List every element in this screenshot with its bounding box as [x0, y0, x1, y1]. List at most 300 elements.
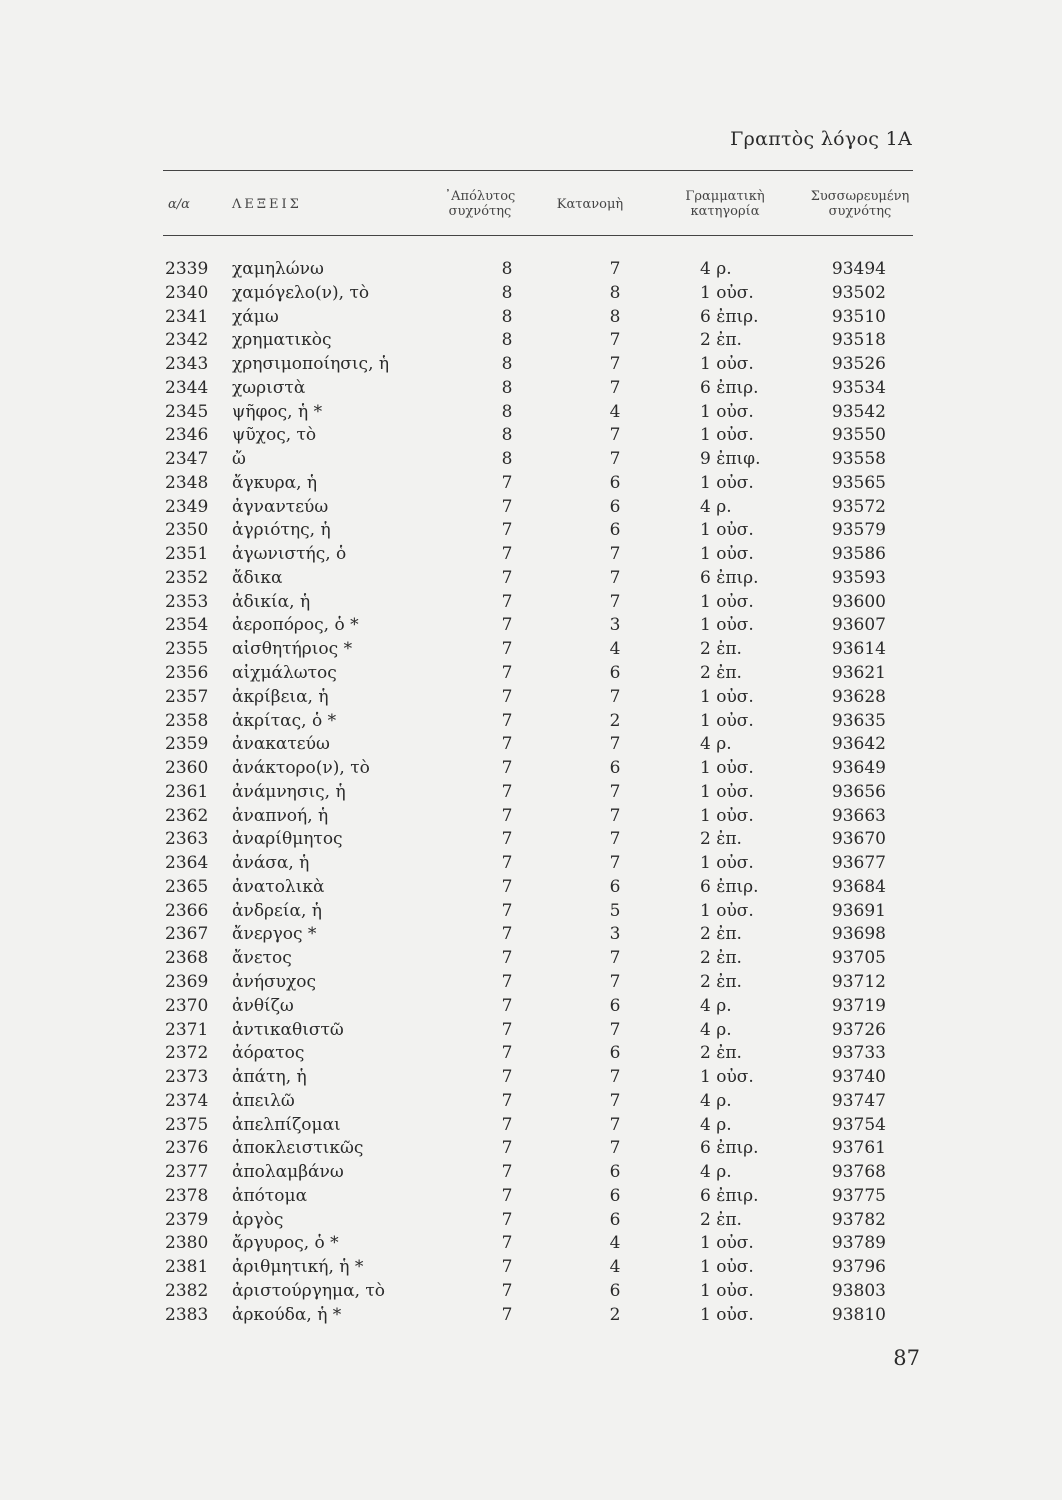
row-absolute-frequency: 7 — [501, 686, 513, 707]
row-index: 2378 — [165, 1185, 209, 1206]
table-top-rule — [163, 170, 913, 171]
row-index: 2353 — [165, 591, 209, 612]
row-cumulative-frequency: 93614 — [831, 639, 886, 660]
row-distribution: 4 — [609, 1233, 621, 1254]
table-row — [0, 1185, 1062, 1209]
row-index: 2362 — [165, 805, 209, 826]
row-cumulative-frequency: 93761 — [831, 1138, 886, 1159]
table-header-rule — [163, 235, 913, 236]
row-distribution: 7 — [609, 686, 621, 707]
row-cumulative-frequency: 93789 — [831, 1233, 886, 1254]
row-grammatical-category: 4 ρ. — [700, 1090, 732, 1111]
row-absolute-frequency: 7 — [501, 1162, 513, 1183]
row-index: 2339 — [165, 259, 209, 279]
row-distribution: 8 — [609, 282, 621, 303]
row-absolute-frequency: 7 — [501, 472, 513, 493]
row-distribution: 5 — [609, 900, 621, 921]
table-row — [0, 496, 1062, 520]
row-grammatical-category: 6 ἐπιρ. — [700, 1138, 759, 1159]
row-grammatical-category: 2 ἐπ. — [700, 971, 742, 992]
row-index: 2356 — [165, 663, 209, 684]
row-absolute-frequency: 7 — [501, 639, 513, 660]
row-grammatical-category: 1 οὐσ. — [700, 615, 754, 636]
row-distribution: 7 — [609, 853, 621, 874]
row-word: ἀνατολικὰ — [232, 876, 325, 897]
row-distribution: 7 — [609, 948, 621, 969]
row-grammatical-category: 2 ἐπ. — [700, 1043, 742, 1064]
row-distribution: 7 — [609, 591, 621, 612]
row-word: ἀπάτη, ἡ — [232, 1067, 307, 1088]
table-row — [0, 805, 1062, 829]
row-distribution: 7 — [609, 781, 621, 802]
row-cumulative-frequency: 93649 — [831, 758, 886, 779]
row-absolute-frequency: 8 — [501, 330, 513, 351]
row-word: ὤ — [232, 449, 246, 470]
row-absolute-frequency: 7 — [501, 805, 513, 826]
row-grammatical-category: 1 οὐσ. — [700, 544, 754, 565]
row-index: 2358 — [165, 710, 209, 731]
table-row — [0, 591, 1062, 615]
row-grammatical-category: 1 οὐσ. — [700, 354, 754, 375]
row-index: 2349 — [165, 496, 209, 517]
row-absolute-frequency: 7 — [501, 1019, 513, 1040]
row-cumulative-frequency: 93684 — [831, 876, 886, 897]
table-row — [0, 1280, 1062, 1304]
row-index: 2369 — [165, 971, 209, 992]
row-cumulative-frequency: 93754 — [831, 1114, 886, 1135]
row-distribution: 6 — [609, 663, 621, 684]
row-grammatical-category: 4 ρ. — [700, 1114, 732, 1135]
row-absolute-frequency: 7 — [501, 1114, 513, 1135]
row-word: αἰχμάλωτος — [232, 663, 337, 684]
row-distribution: 7 — [609, 259, 621, 279]
running-head: Γραπτὸς λόγος 1Α — [730, 128, 912, 150]
column-header-distribution: Κατανομὴ — [556, 196, 624, 212]
row-cumulative-frequency: 93518 — [831, 330, 886, 351]
row-cumulative-frequency: 93698 — [831, 924, 886, 945]
row-cumulative-frequency: 93534 — [831, 377, 886, 398]
row-grammatical-category: 1 οὐσ. — [700, 900, 754, 921]
row-index: 2366 — [165, 900, 209, 921]
table-row — [0, 448, 1062, 472]
row-cumulative-frequency: 93740 — [831, 1067, 886, 1088]
row-absolute-frequency: 8 — [501, 259, 513, 279]
row-absolute-frequency: 7 — [501, 1209, 513, 1230]
row-word: ἀνακατεύω — [232, 734, 330, 755]
column-header-absolute-frequency-line2: συχνότης — [448, 204, 512, 219]
row-cumulative-frequency: 93593 — [831, 567, 886, 588]
row-distribution: 6 — [609, 496, 621, 517]
row-distribution: 6 — [609, 758, 621, 779]
row-absolute-frequency: 7 — [501, 544, 513, 565]
row-word: ἀναρίθμητος — [232, 829, 343, 850]
row-index: 2373 — [165, 1067, 209, 1088]
table-row — [0, 424, 1062, 448]
row-absolute-frequency: 7 — [501, 1138, 513, 1159]
row-index: 2381 — [165, 1257, 209, 1278]
table-row — [0, 638, 1062, 662]
row-absolute-frequency: 7 — [501, 1043, 513, 1064]
row-absolute-frequency: 7 — [501, 829, 513, 850]
table-row — [0, 900, 1062, 924]
row-cumulative-frequency: 93775 — [831, 1185, 886, 1206]
row-word: χρησιμοποίησις, ἡ — [232, 354, 390, 375]
row-absolute-frequency: 7 — [501, 591, 513, 612]
row-word: ἀνάκτορο(ν), τὸ — [232, 758, 370, 779]
table-row — [0, 401, 1062, 425]
row-absolute-frequency: 7 — [501, 1067, 513, 1088]
row-cumulative-frequency: 93656 — [831, 781, 886, 802]
row-grammatical-category: 1 οὐσ. — [700, 591, 754, 612]
row-absolute-frequency: 8 — [501, 306, 513, 327]
row-grammatical-category: 4 ρ. — [700, 995, 732, 1016]
row-word: ἀκρίβεια, ἡ — [232, 686, 329, 707]
row-absolute-frequency: 7 — [501, 900, 513, 921]
row-absolute-frequency: 7 — [501, 1090, 513, 1111]
row-grammatical-category: 6 ἐπιρ. — [700, 567, 759, 588]
row-absolute-frequency: 7 — [501, 924, 513, 945]
row-cumulative-frequency: 93705 — [831, 948, 886, 969]
row-grammatical-category: 1 οὐσ. — [700, 425, 754, 446]
row-word: ἄδικα — [232, 567, 283, 588]
row-cumulative-frequency: 93565 — [831, 472, 886, 493]
row-cumulative-frequency: 93782 — [831, 1209, 886, 1230]
row-distribution: 2 — [609, 1304, 621, 1325]
row-grammatical-category: 1 οὐσ. — [700, 472, 754, 493]
column-header-grammatical-line1: Γραμματικὴ — [685, 189, 765, 204]
row-distribution: 3 — [609, 615, 621, 636]
row-distribution: 6 — [609, 520, 621, 541]
row-word: ἀόρατος — [232, 1043, 305, 1064]
row-distribution: 7 — [609, 354, 621, 375]
row-distribution: 7 — [609, 829, 621, 850]
row-word: ψῆφος, ἡ * — [232, 401, 323, 422]
row-cumulative-frequency: 93586 — [831, 544, 886, 565]
row-absolute-frequency: 7 — [501, 1257, 513, 1278]
table-row — [0, 1090, 1062, 1114]
row-index: 2371 — [165, 1019, 209, 1040]
row-distribution: 6 — [609, 876, 621, 897]
row-grammatical-category: 9 ἐπιφ. — [700, 449, 761, 470]
row-word: ἀπολαμβάνω — [232, 1162, 344, 1183]
row-absolute-frequency: 7 — [501, 567, 513, 588]
row-grammatical-category: 4 ρ. — [700, 1019, 732, 1040]
table-row — [0, 876, 1062, 900]
row-cumulative-frequency: 93510 — [831, 306, 886, 327]
table-row — [0, 947, 1062, 971]
table-row — [0, 258, 1062, 282]
row-grammatical-category: 2 ἐπ. — [700, 948, 742, 969]
row-distribution: 6 — [609, 995, 621, 1016]
row-absolute-frequency: 7 — [501, 995, 513, 1016]
column-header-absolute-frequency-line1: ᾽Απόλυτος — [444, 189, 516, 204]
table-row — [0, 1161, 1062, 1185]
row-word: ἀνήσυχος — [232, 971, 316, 992]
row-grammatical-category: 1 οὐσ. — [700, 781, 754, 802]
row-index: 2382 — [165, 1280, 209, 1301]
row-word: αἰσθητήριος * — [232, 639, 353, 660]
row-grammatical-category: 1 οὐσ. — [700, 1257, 754, 1278]
row-index: 2365 — [165, 876, 209, 897]
row-index: 2341 — [165, 306, 209, 327]
row-grammatical-category: 1 οὐσ. — [700, 853, 754, 874]
table-row — [0, 1066, 1062, 1090]
row-absolute-frequency: 7 — [501, 1280, 513, 1301]
row-distribution: 7 — [609, 1067, 621, 1088]
row-grammatical-category: 2 ἐπ. — [700, 639, 742, 660]
row-word: ἀρκούδα, ἡ * — [232, 1304, 342, 1325]
row-distribution: 6 — [609, 472, 621, 493]
row-cumulative-frequency: 93558 — [831, 449, 886, 470]
row-index: 2375 — [165, 1114, 209, 1135]
table-row — [0, 995, 1062, 1019]
row-cumulative-frequency: 93579 — [831, 520, 886, 541]
table-row — [0, 567, 1062, 591]
row-word: ἄνεργος * — [232, 924, 317, 945]
row-grammatical-category: 1 οὐσ. — [700, 282, 754, 303]
table-row — [0, 1137, 1062, 1161]
row-index: 2342 — [165, 330, 209, 351]
row-word: χρηματικὸς — [232, 330, 332, 351]
row-word: ψῦχος, τὸ — [232, 425, 317, 446]
table-row — [0, 472, 1062, 496]
row-cumulative-frequency: 93642 — [831, 734, 886, 755]
row-absolute-frequency: 8 — [501, 401, 513, 422]
row-absolute-frequency: 8 — [501, 354, 513, 375]
row-word: ἀδικία, ἡ — [232, 591, 311, 612]
row-index: 2344 — [165, 377, 209, 398]
row-word: χάμω — [232, 306, 279, 327]
column-header-grammatical-line2: κατηγορία — [690, 204, 760, 219]
row-word: ἀποκλειστικῶς — [232, 1138, 364, 1159]
row-distribution: 6 — [609, 1043, 621, 1064]
row-grammatical-category: 6 ἐπιρ. — [700, 377, 759, 398]
row-index: 2345 — [165, 401, 209, 422]
row-word: ἀπελπίζομαι — [232, 1114, 341, 1135]
row-cumulative-frequency: 93719 — [831, 995, 886, 1016]
row-grammatical-category: 2 ἐπ. — [700, 663, 742, 684]
table-row — [0, 710, 1062, 734]
row-word: χαμηλώνω — [232, 259, 324, 279]
row-cumulative-frequency: 93747 — [831, 1090, 886, 1111]
row-cumulative-frequency: 93621 — [831, 663, 886, 684]
row-word: ἄργυρος, ὁ * — [232, 1233, 339, 1254]
row-grammatical-category: 1 οὐσ. — [700, 1304, 754, 1325]
row-cumulative-frequency: 93663 — [831, 805, 886, 826]
row-absolute-frequency: 8 — [501, 377, 513, 398]
row-absolute-frequency: 7 — [501, 948, 513, 969]
row-index: 2346 — [165, 425, 209, 446]
row-cumulative-frequency: 93542 — [831, 401, 886, 422]
table-row — [0, 282, 1062, 306]
column-header-index: α/α — [168, 196, 190, 212]
row-grammatical-category: 2 ἐπ. — [700, 330, 742, 351]
table-row — [0, 329, 1062, 353]
table-row — [0, 971, 1062, 995]
row-distribution: 7 — [609, 449, 621, 470]
table-row — [0, 353, 1062, 377]
row-absolute-frequency: 7 — [501, 781, 513, 802]
row-index: 2359 — [165, 734, 209, 755]
row-index: 2343 — [165, 354, 209, 375]
row-index: 2348 — [165, 472, 209, 493]
row-distribution: 2 — [609, 710, 621, 731]
row-grammatical-category: 1 οὐσ. — [700, 401, 754, 422]
row-word: ἀεροπόρος, ὁ * — [232, 615, 359, 636]
row-index: 2355 — [165, 639, 209, 660]
row-distribution: 7 — [609, 734, 621, 755]
row-absolute-frequency: 8 — [501, 449, 513, 470]
row-word: ἀριστούργημα, τὸ — [232, 1280, 386, 1301]
row-grammatical-category: 4 ρ. — [700, 259, 732, 279]
row-cumulative-frequency: 93550 — [831, 425, 886, 446]
row-distribution: 6 — [609, 1162, 621, 1183]
table-row — [0, 1232, 1062, 1256]
column-header-cumulative-line1: Συσσωρευμένη — [810, 189, 910, 204]
table-row — [0, 686, 1062, 710]
table-row — [0, 1209, 1062, 1233]
table-row — [0, 306, 1062, 330]
row-distribution: 7 — [609, 330, 621, 351]
row-distribution: 7 — [609, 1019, 621, 1040]
row-grammatical-category: 1 οὐσ. — [700, 758, 754, 779]
row-absolute-frequency: 8 — [501, 425, 513, 446]
row-absolute-frequency: 7 — [501, 876, 513, 897]
row-distribution: 4 — [609, 401, 621, 422]
row-cumulative-frequency: 93607 — [831, 615, 886, 636]
row-word: χαμόγελο(ν), τὸ — [232, 282, 370, 303]
table-row — [0, 781, 1062, 805]
row-index: 2379 — [165, 1209, 209, 1230]
row-grammatical-category: 1 οὐσ. — [700, 1280, 754, 1301]
row-index: 2367 — [165, 924, 209, 945]
row-cumulative-frequency: 93726 — [831, 1019, 886, 1040]
row-distribution: 6 — [609, 1209, 621, 1230]
row-word: ἀναπνοή, ἡ — [232, 805, 329, 826]
row-index: 2350 — [165, 520, 209, 541]
table-row — [0, 519, 1062, 543]
row-word: ἀνθίζω — [232, 995, 294, 1016]
row-index: 2361 — [165, 781, 209, 802]
table-row — [0, 1019, 1062, 1043]
row-grammatical-category: 2 ἐπ. — [700, 924, 742, 945]
row-distribution: 4 — [609, 639, 621, 660]
row-word: ἀπότομα — [232, 1185, 308, 1206]
row-cumulative-frequency: 93691 — [831, 900, 886, 921]
row-absolute-frequency: 7 — [501, 758, 513, 779]
frequency-table-body — [0, 258, 1062, 1327]
table-row — [0, 1042, 1062, 1066]
column-header-cumulative-line2: συχνότης — [828, 204, 892, 219]
row-distribution: 7 — [609, 1138, 621, 1159]
row-distribution: 7 — [609, 544, 621, 565]
column-header-cumulative-frequency — [800, 182, 920, 226]
row-absolute-frequency: 7 — [501, 496, 513, 517]
row-word: ἀκρίτας, ὁ * — [232, 710, 337, 731]
row-word: ἄνετος — [232, 948, 292, 969]
row-cumulative-frequency: 93712 — [831, 971, 886, 992]
row-cumulative-frequency: 93803 — [831, 1280, 886, 1301]
row-index: 2357 — [165, 686, 209, 707]
row-word: ἀριθμητική, ἡ * — [232, 1257, 364, 1278]
row-word: ἀργὸς — [232, 1209, 284, 1230]
table-row — [0, 662, 1062, 686]
table-row — [0, 1304, 1062, 1328]
row-index: 2377 — [165, 1162, 209, 1183]
row-distribution: 7 — [609, 1090, 621, 1111]
row-grammatical-category: 1 οὐσ. — [700, 710, 754, 731]
table-row — [0, 1114, 1062, 1138]
row-index: 2372 — [165, 1043, 209, 1064]
row-grammatical-category: 1 οὐσ. — [700, 520, 754, 541]
row-absolute-frequency: 7 — [501, 1233, 513, 1254]
row-word: ἀγριότης, ἡ — [232, 520, 331, 541]
row-word: ἀνδρεία, ἡ — [232, 900, 322, 921]
row-distribution: 8 — [609, 306, 621, 327]
row-grammatical-category: 4 ρ. — [700, 734, 732, 755]
row-index: 2374 — [165, 1090, 209, 1111]
column-header-absolute-frequency — [425, 182, 535, 226]
row-index: 2383 — [165, 1304, 209, 1325]
row-grammatical-category: 2 ἐπ. — [700, 829, 742, 850]
row-grammatical-category: 4 ρ. — [700, 1162, 732, 1183]
row-grammatical-category: 1 οὐσ. — [700, 1067, 754, 1088]
row-index: 2364 — [165, 853, 209, 874]
row-word: ἀνάσα, ἡ — [232, 853, 310, 874]
row-absolute-frequency: 7 — [501, 615, 513, 636]
row-absolute-frequency: 7 — [501, 520, 513, 541]
row-grammatical-category: 6 ἐπιρ. — [700, 876, 759, 897]
row-grammatical-category: 6 ἐπιρ. — [700, 1185, 759, 1206]
row-absolute-frequency: 7 — [501, 734, 513, 755]
row-distribution: 6 — [609, 1185, 621, 1206]
table-row — [0, 614, 1062, 638]
row-absolute-frequency: 7 — [501, 1304, 513, 1325]
row-grammatical-category: 1 οὐσ. — [700, 686, 754, 707]
row-index: 2340 — [165, 282, 209, 303]
table-row — [0, 828, 1062, 852]
row-cumulative-frequency: 93526 — [831, 354, 886, 375]
row-index: 2351 — [165, 544, 209, 565]
table-row — [0, 1256, 1062, 1280]
row-absolute-frequency: 7 — [501, 663, 513, 684]
row-distribution: 6 — [609, 1280, 621, 1301]
row-cumulative-frequency: 93677 — [831, 853, 886, 874]
row-word: ἀγωνιστής, ὁ — [232, 544, 347, 565]
column-header-word: ΛΕΞΕΙΣ — [232, 196, 302, 212]
row-index: 2368 — [165, 948, 209, 969]
column-header-grammatical-category — [660, 182, 790, 226]
row-index: 2352 — [165, 567, 209, 588]
row-cumulative-frequency: 93670 — [831, 829, 886, 850]
row-index: 2370 — [165, 995, 209, 1016]
row-grammatical-category: 1 οὐσ. — [700, 805, 754, 826]
table-row — [0, 923, 1062, 947]
row-cumulative-frequency: 93796 — [831, 1257, 886, 1278]
row-grammatical-category: 6 ἐπιρ. — [700, 306, 759, 327]
row-cumulative-frequency: 93494 — [831, 259, 886, 279]
row-distribution: 7 — [609, 971, 621, 992]
row-grammatical-category: 2 ἐπ. — [700, 1209, 742, 1230]
row-cumulative-frequency: 93810 — [831, 1304, 886, 1325]
row-cumulative-frequency: 93635 — [831, 710, 886, 731]
row-distribution: 7 — [609, 567, 621, 588]
row-cumulative-frequency: 93733 — [831, 1043, 886, 1064]
row-cumulative-frequency: 93572 — [831, 496, 886, 517]
row-index: 2354 — [165, 615, 209, 636]
row-cumulative-frequency: 93768 — [831, 1162, 886, 1183]
table-row — [0, 757, 1062, 781]
